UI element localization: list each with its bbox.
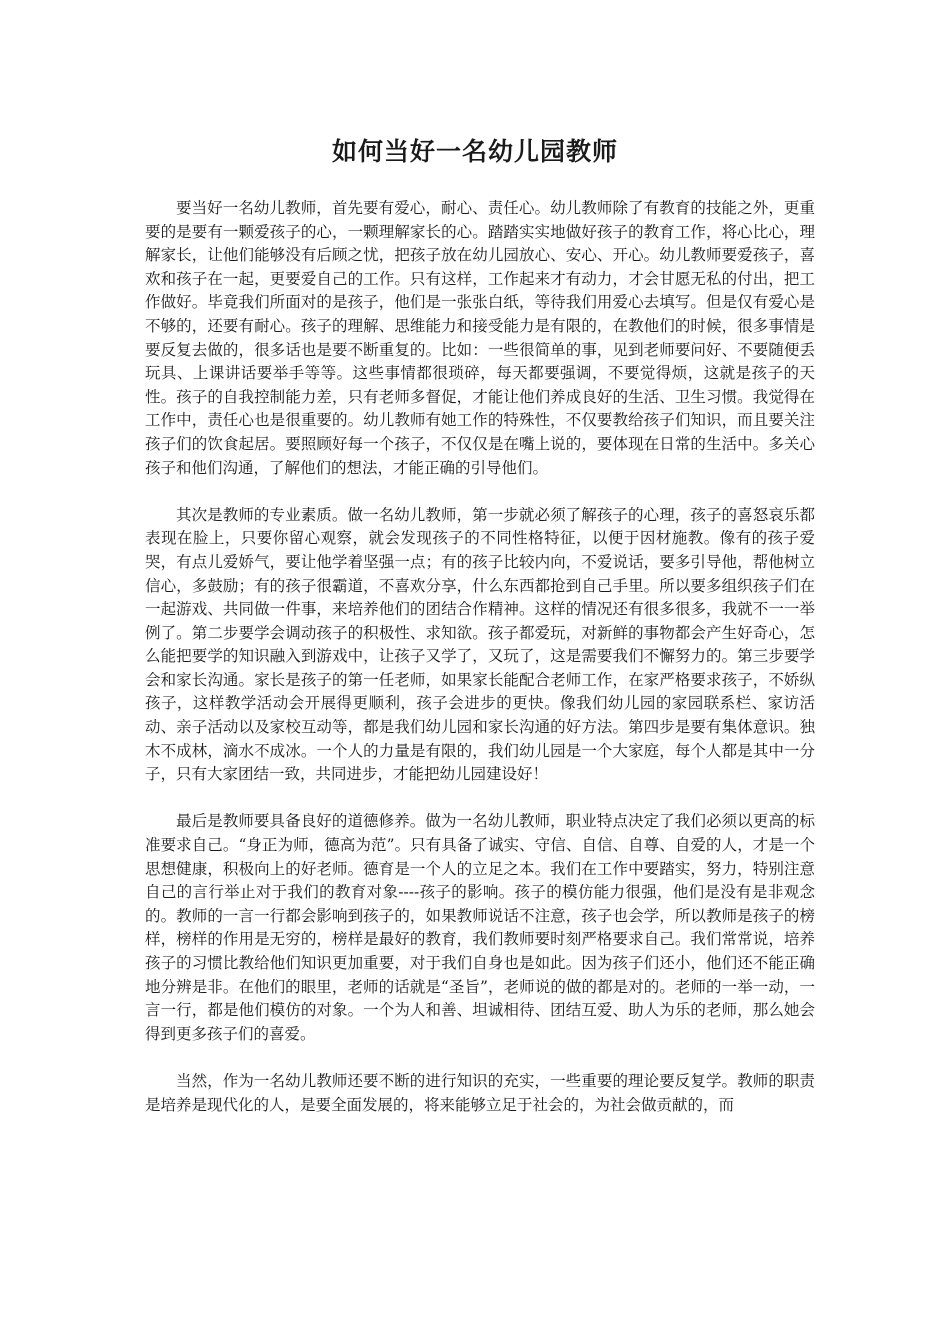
paragraph-4: 当然，作为一名幼儿教师还要不断的进行知识的充实，一些重要的理论要反复学。教师的职责是培养是现代化的人，是要全面发展的，将来能够立足于社会的，为社会做贡献的，而 <box>145 1071 815 1114</box>
paragraph-1: 要当好一名幼儿教师，首先要有爱心，耐心、责任心。幼儿教师除了有教育的技能之外，更重要的是要有一颗爱孩子的心，一颗理解家长的心。踏踏实实地做好孩子的教育工作，将心比心，理解家长，让他们能够没有后顾之忧，把孩子放在幼儿园放心、安心、开心。幼儿教师要爱孩子，喜欢和孩子在一起，更要爱自己的工作。只有这样，工作起来才有动力，才会甘愿无私的付出，把工作做好。毕竟我们所面对的是孩子，他们是一张张白纸，等待我们用爱心去填写。但是仅有爱心是不够的，还要有耐心。孩子的理解、思维能力和接受能力是有限的，在教他们的时候，很多事情是要反复去做的，很多话也是要不断重复的。比如：一些很简单的事，见到老师要问好、不要随便丢玩具、上课讲话要举手等等。这些事情都很琐碎，每天都要强调，不要觉得烦，这就是孩子的天性。孩子的自我控制能力差，只有老师多督促，才能让他们养成良好的生活、卫生习惯。我觉得在工作中，责任心也是很重要的。幼儿教师有她工作的特殊性，不仅要教给孩子们知识，而且要关注孩子们的饮食起居。要照顾好每一个孩子，不仅仅是在嘴上说的，要体现在日常的生活中。多关心孩子和他们沟通，了解他们的想法，才能正确的引导他们。 <box>145 199 815 477</box>
document-body <box>145 197 815 1141</box>
paragraph-2: 其次是教师的专业素质。做一名幼儿教师，第一步就必须了解孩子的心理，孩子的喜怒哀乐都表现在脸上，只要你留心观察，就会发现孩子的不同性格特征，以便于因材施教。像有的孩子爱哭，有点儿爱娇气，要让他学着坚强一点；有的孩子比较内向，不爱说话，要多引导他，帮他树立信心，多鼓励；有的孩子很霸道，不喜欢分享，什么东西都抢到自己手里。所以要多组织孩子们在一起游戏、共同做一件事，来培养他们的团结合作精神。这样的情况还有很多很多，我就不一一举例了。第二步要学会调动孩子的积极性、求知欲。孩子都爱玩，对新鲜的事物都会产生好奇心，怎么能把要学的知识融入到游戏中，让孩子又学了，又玩了，这是需要我们不懈努力的。第三步要学会和家长沟通。家长是孩子的第一任老师，如果家长能配合老师工作，在家严格要求孩子，不娇纵孩子，这样教学活动会开展得更顺利，孩子会进步的更快。像我们幼儿园的家园联系栏、家访活动、亲子活动以及家校互动等，都是我们幼儿园和家长沟通的好方法。第四步是要有集体意识。独木不成林，滴水不成冰。一个人的力量是有限的，我们幼儿园是一个大家庭，每个人都是其中一分子，只有大家团结一致，共同进步，才能把幼儿园建设好！ <box>145 505 815 784</box>
paragraph-3: 最后是教师要具备良好的道德修养。做为一名幼儿教师，职业特点决定了我们必须以更高的标准要求自己。“身正为师，德高为范”。只有具备了诚实、守信、自信、自尊、自爱的人，才是一个思想健康，积极向上的好老师。德育是一个人的立足之本。我们在工作中要踏实，努力，特别注意自己的言行举止对于我们的教育对象----孩子的影响。孩子的模仿能力很强，他们是没有是非观念的。教师的一言一行都会影响到孩子的，如果教师说话不注意，孩子也会学，所以教师是孩子的榜样，榜样的作用是无穷的，榜样是最好的教育，我们教师要时刻严格要求自己。我们常常说，培养孩子的习惯比教给他们知识更加重要，对于我们自身也是如此。因为孩子们还小，他们还不能正确地分辨是非。在他们的眼里，老师的话就是“圣旨”，老师说的做的都是对的。老师的一举一动，一言一行，都是他们模仿的对象。一个为人和善、坦诚相待、团结互爱、助人为乐的老师，那么她会得到更多孩子们的喜爱。 <box>145 812 815 1043</box>
document-title: 如何当好一名幼儿园教师 <box>331 137 618 166</box>
